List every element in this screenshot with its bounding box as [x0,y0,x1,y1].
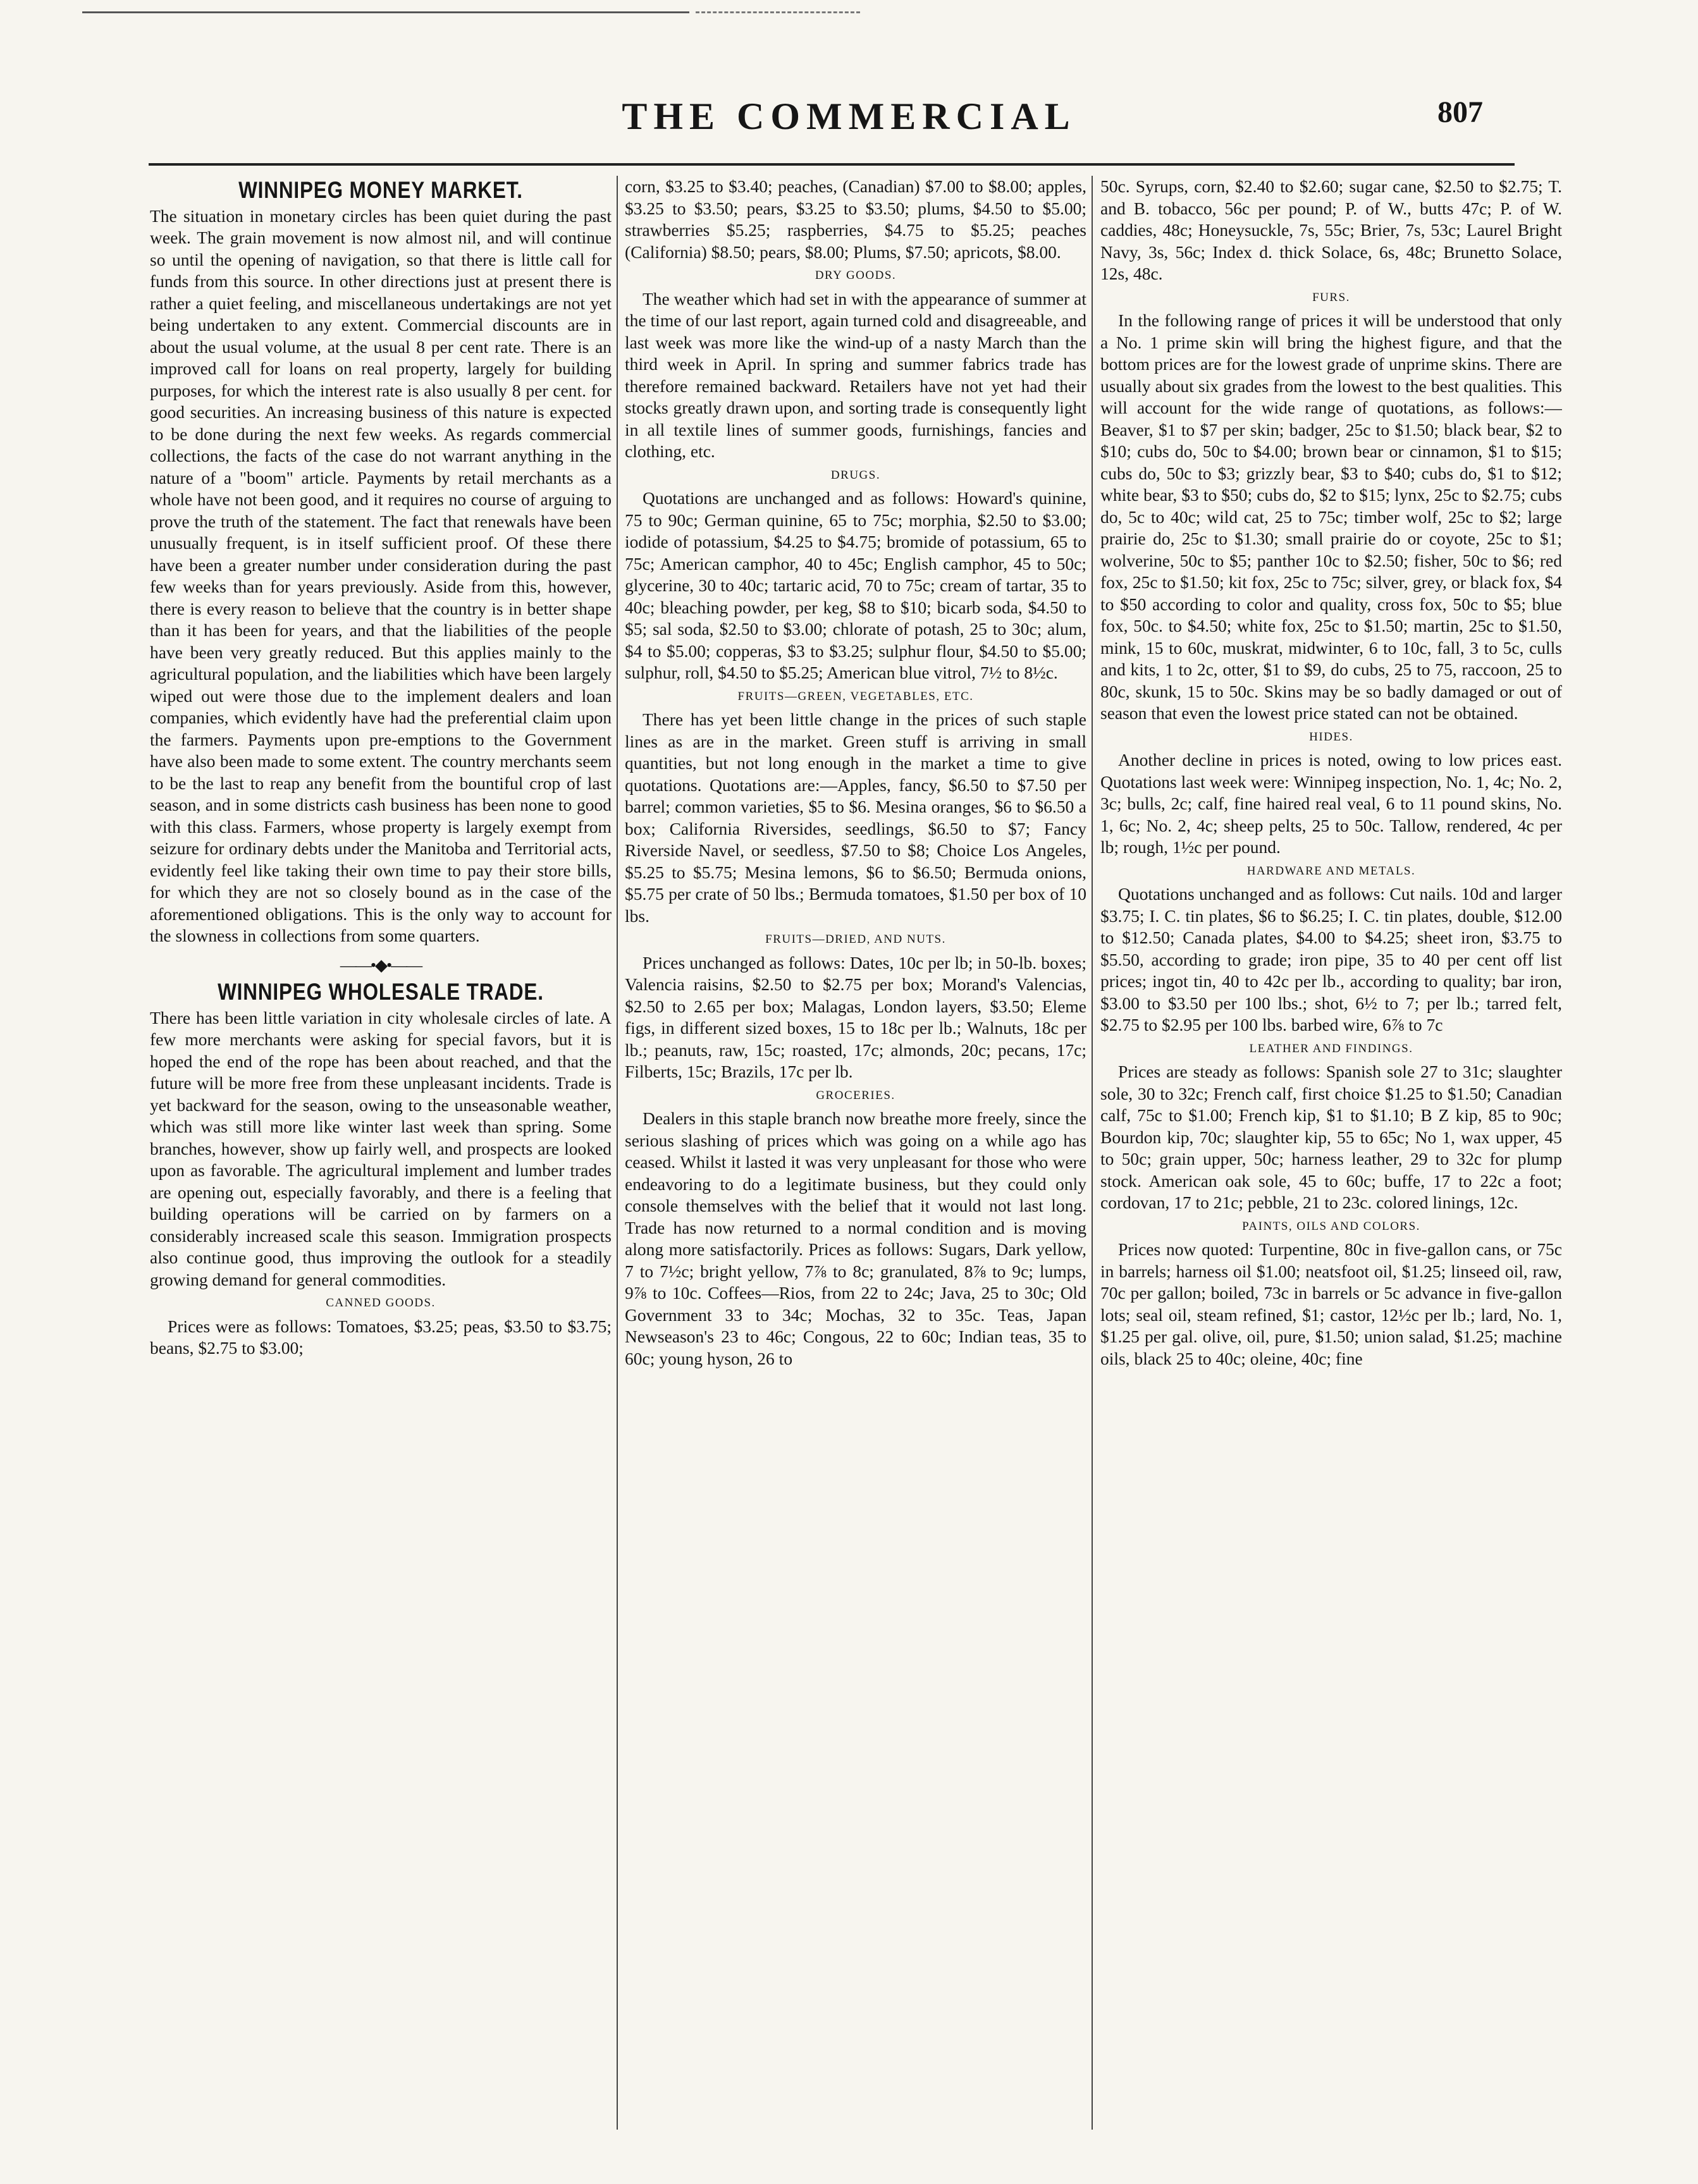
dry-goods-text: The weather which had set in with the appearance of summer at the time of our last report, again turned cold and disagreeable, and last week was more like the wind-up of a nasty March than the third week in April. In spring and summer fabrics trade has therefore remained backward. Retailers have not yet had their stocks greatly drawn upon, and sorting trade is consequently light in all textile lines of summer goods, furnishings, fancies and clothing, etc. [625,288,1086,461]
column-2 [625,176,1086,2168]
money-market-title: WINNIPEG MONEY MARKET. [238,177,523,203]
hides-heading: HIDES. [1309,730,1353,744]
fruits-green-heading: FRUITS—GREEN, VEGETABLES, ETC. [737,689,974,703]
hides-text: Another decline in prices is noted, owing to low prices east. Quotations last week were: Winnipeg inspection, No. 1, 4c; No. 2, 3c; bulls, 2c; calf, fine haired real veal, 6 to 11 pound skins, No. 1, 6c; No. 2, 4c; sheep pelts, 25 to 50c. Tallow, rendered, 4c per lb; rough, 1½c per pound. [1100,750,1562,857]
hardware-text: Quotations unchanged and as follows: Cut nails. 10d and larger $3.75; I. C. tin plates, $6 to $6.25; I. C. tin plates, double, $12.00 to $12.50; Canada plates, $4.00 to $4.25; sheet iron, $3.75 to $5.50, according to grade; iron pipe, 35 to 40 per cent off list prices; ingot tin, 40 to 42c per lb., according to quality; bar iron, $3.00 to $3.50 per 100 lbs.; shot, 6½ to 7; per lb.; tarred felt, $2.75 to $2.95 per 100 lbs. barbed wire, 6⅞ to 7c [1100,884,1562,1034]
canned-goods-continued: corn, $3.25 to $3.40; peaches, (Canadian) $7.00 to $8.00; apples, $3.25 to $3.50; pears, $3.25 to $3.50; plums, $4.50 to $5.00; strawberries $5.25; raspberries, $4.75 to $5.25; peaches (California) $8.50; pears, $8.00; Plums, $7.50; apricots, $8.00. [625,176,1086,262]
paints-text: Prices now quoted: Turpentine, 80c in five-gallon cans, or 75c in barrels; harness oil $1.00; neatsfoot oil, $1.25; linseed oil, raw, 70c per gallon; boiled, 73c in barrels or 5c advance in five-gallon lots; seal oil, steam refined, $1; castor, 12½c per lb.; lard, No. 1, $1.25 per gal. olive, oil, pure, $1.50; union salad, $1.25; machine oils, black 25 to 40c; oleine, 40c; fine [1100,1239,1562,1368]
wholesale-trade-title: WINNIPEG WHOLESALE TRADE. [218,979,544,1005]
furs-text: In the following range of prices it will be understood that only a No. 1 prime skin will bring the highest figure, and that the bottom prices are for the lowest grade of unprime skins. There are usually about six grades from the lowest to the best qualities. This will account for the wide range of quotations, as follows:—Beaver, $1 to $7 per skin; badger, 25c to $1.50; black bear, $2 to $10; cubs do, 50c to $4.00; brown bear or cinnamon, $1 to $15; cubs do, 50c to $3; grizzly bear, $3 to $40; cubs do, $1 to $12; white bear, $3 to $50; cubs do, $2 to $15; lynx, 25c to $2.75; cubs do, 5c to 40c; wild cat, 25 to 75c; timber wolf, 25c to $2; large prairie do, 25c to $1.30; small prairie do or coyote, 25c to $1; wolverine, 50c to $5; panther 10c to $2.50; fisher, 50c to $6; red fox, 25c to $1.50; kit fox, 25c to 75c; silver, grey, or black fox, $4 to $50 according to color and quality, cross fox, 50c to $5; blue fox, 50c. to $4.50; white fox, 25c to $1.50; martin, 25c to $1.50, mink, 15 to 60c, muskrat, midwinter, 6 to 10c, fall, 3 to 5c, culls and kits, 1 to 2c, otter, $1 to $9, do cubs, 25 to 75, raccoon, 25 to 80c, skunk, 15 to 50c. Skins may be so badly damaged or out of season that even the lowest price stated can not be obtained. [1100,310,1562,723]
column-divider-1 [617,176,618,2130]
furs-heading: FURS. [1312,290,1350,304]
fruits-dried-heading: FRUITS—DRIED, AND NUTS. [765,933,946,946]
paints-heading: PAINTS, OILS AND COLORS. [1242,1219,1420,1233]
drugs-heading: DRUGS. [830,468,881,482]
publication-title: THE COMMERCIAL [622,95,1076,137]
groceries-text: Dealers in this staple branch now breathe more freely, since the serious slashing of prices which was going on a while ago has ceased. Whilst it lasted it was very unpleasant for those who were endeavoring to do a legitimate business, but they could only console themselves with the belief that it would not last long. Trade has now returned to a normal condition and is moving along more satisfactorily. Prices as follows: Sugars, Dark yellow, 7 to 7½c; bright yellow, 7⅞ to 8c; granulated, 8⅞ to 9c; lumps, 9⅞ to 10c. Coffees—Rios, from 22 to 24c; Java, 25 to 30c; Old Government 33 to 34c; Mochas, 32 to 35c. Teas, Japan Newseason's 23 to 46c; Congous, 22 to 60c; Indian teas, 35 to 60c; young hyson, 26 to [625,1108,1086,1368]
money-market-text: The situation in monetary circles has been quiet during the past week. The grain movement is now almost nil, and will continue so until the opening of navigation, so that there is little call for funds from this source. In other directions just at present there is rather a quiet feeling, and miscellaneous undertakings are not yet being undertaken to any extent. Commercial discounts are in about the usual volume, at the usual 8 per cent rate. There is an improved call for loans on real property, largely for building purposes, for which the interest rate is also usually 8 per cent. for good securities. An increasing business of this nature is expected to be done during the next few weeks. As regards commercial collections, the facts of the case do not warrant anything in the nature of a "boom" article. Payments by retail merchants as a whole have not been good, and it requires no course of arguing to prove the truth of the statement. The fact that renewals have been unusually frequent, is in itself sufficient proof. Of these there have been a greater number under consideration during the past few weeks than for years previously. Aside from this, however, there is every reason to believe that the country is in better shape than it has been for years, and that the liabilities of the people have been very greatly reduced. But this applies mainly to the agricultural population, and the liabilities which have been largely wiped out were those due to the implement dealers and loan companies, which evidently have had the preferential claim upon the farmers. Payments upon pre-emptions to the Government have also been made to some extent. The country merchants seem to be the last to reap any benefit from the bountiful crop of last season, and in some districts cash business has been none to good with this class. Farmers, whose property is largely exempt from seizure for ordinary debts under the Manitoba and Territorial acts, evidently feel like taking their own time to pay their store bills, for which they are not so closely bound as in the case of the aforementioned obligations. This is the only way to account for the slowness in collections from some quarters. [150,206,612,945]
top-rule [82,11,689,13]
header-rule [149,163,1515,166]
page-number: 807 [1437,95,1483,129]
groceries-heading: GROCERIES. [816,1088,895,1102]
top-dashed-rule [696,11,860,13]
drugs-text: Quotations are unchanged and as follows: Howard's quinine, 75 to 90c; German quinine, 65 to 75c; morphia, $2.50 to $3.00; iodide of potassium, $4.25 to $4.75; bromide of potassium, 65 to 75c; American camphor, 40 to 45c; English camphor, 45 to 50c; glycerine, 30 to 40c; tartaric acid, 70 to 75c; cream of tartar, 35 to 40c; bleaching powder, per keg, $8 to $10; bicarb soda, $4.50 to $5; sal soda, $2.50 to $3.00; chlorate of potash, 25 to 30c; alum, $4 to $5.00; copperas, $3 to $3.25; sulphur flour, $4.50 to $5.00; sulphur, roll, $4.50 to $5.25; American blue vitrol, 7½ to 8½c. [625,488,1086,682]
canned-goods-text: Prices were as follows: Tomatoes, $3.25; peas, $3.50 to $3.75; beans, $2.75 to $3.00; [150,1316,612,1358]
fruits-dried-text: Prices unchanged as follows: Dates, 10c per lb; in 50-lb. boxes; Valencia raisins, $2.50 to $2.75 per box; Morand's Valencias, $2.50 to 2.65 per box; Malagas, London layers, $3.50; Eleme figs, in different sized boxes, 15 to 18c per lb.; Walnuts, 18c per lb.; peanuts, raw, 15c; roasted, 17c; almonds, 20c; pecans, 17c; Filberts, 15c; Brazils, 17c per lb. [625,952,1086,1081]
column-3 [1100,176,1562,2168]
fruits-green-text: There has yet been little change in the prices of such staple lines as are in the market. Green stuff is arriving in small quantities, but not long enough in the market a time to give quotations. Quotations are:—Apples, fancy, $6.50 to $7.50 per barrel; common varieties, $5 to $6. Mesina oranges, $6 to $6.50 a box; California Riversides, seedlings, $6.50 to $7; Fancy Riverside Navel, or seedless, $7.50 to $8; Choice Los Angeles, $5.25 to $5.75; Mesina lemons, $6 to $6.50; Bermuda onions, $5.75 per crate of 50 lbs.; Bermuda tomatoes, $1.50 per box of 10 lbs. [625,709,1086,926]
dry-goods-heading: DRY GOODS. [815,269,897,282]
column-1 [150,176,612,2168]
hardware-heading: HARDWARE AND METALS. [1246,864,1416,878]
groceries-continued: 50c. Syrups, corn, $2.40 to $2.60; sugar cane, $2.50 to $2.75; T. and B. tobacco, 56c per pound; P. of W., butts 47c; P. of W. caddies, 48c; Honeysuckle, 7s, 55c; Brier, 7s, 53c; Laurel Bright Navy, 3s, 56c; Index d. thick Solace, 6s, 48c; Brunetto Solace, 12s, 48c. [1100,176,1562,283]
masthead [0,95,1698,145]
column-divider-2 [1092,176,1093,2130]
leather-text: Prices are steady as follows: Spanish sole 27 to 31c; slaughter sole, 30 to 32c; French calf, first choice $1.25 to $1.50; Canadian calf, 75c to $1.00; French kip, $1 to $1.10; B Z kip, 85 to 90c; Bourdon kip, 70c; slaughter kip, 55 to 65c; No 1, wax upper, 45 to 50c; grain upper, 50c; harness leather, 29 to 32c for plump stock. American oak sole, 45 to 60c; buffe, 17 to 22c a foot; cordovan, 17 to 21c; pebble, 21 to 23c. colored linings, 12c. [1100,1062,1562,1212]
leather-heading: LEATHER AND FINDINGS. [1249,1041,1413,1055]
section-separator: ——•◆•—— [340,955,422,974]
wholesale-trade-text: There has been little variation in city wholesale circles of late. A few more merchants were asking for special favors, but it is hoped the end of the rope has been about reached, and that the future will be more free from these unpleasant incidents. Trade is yet backward for the season, owing to the unseasonable weather, which was still more like winter last week than spring. Some branches, however, show up fairly well, and prospects are looked upon as favorable. The agricultural implement and lumber trades are opening out, especially favorably, and there is a feeling that building operations will be carried on by farmers on a considerably increased scale this season. Immigration prospects also continue good, thus improving the outlook for a steadily growing demand for general commodities. [150,1007,612,1289]
canned-goods-heading: CANNED GOODS. [326,1296,436,1310]
